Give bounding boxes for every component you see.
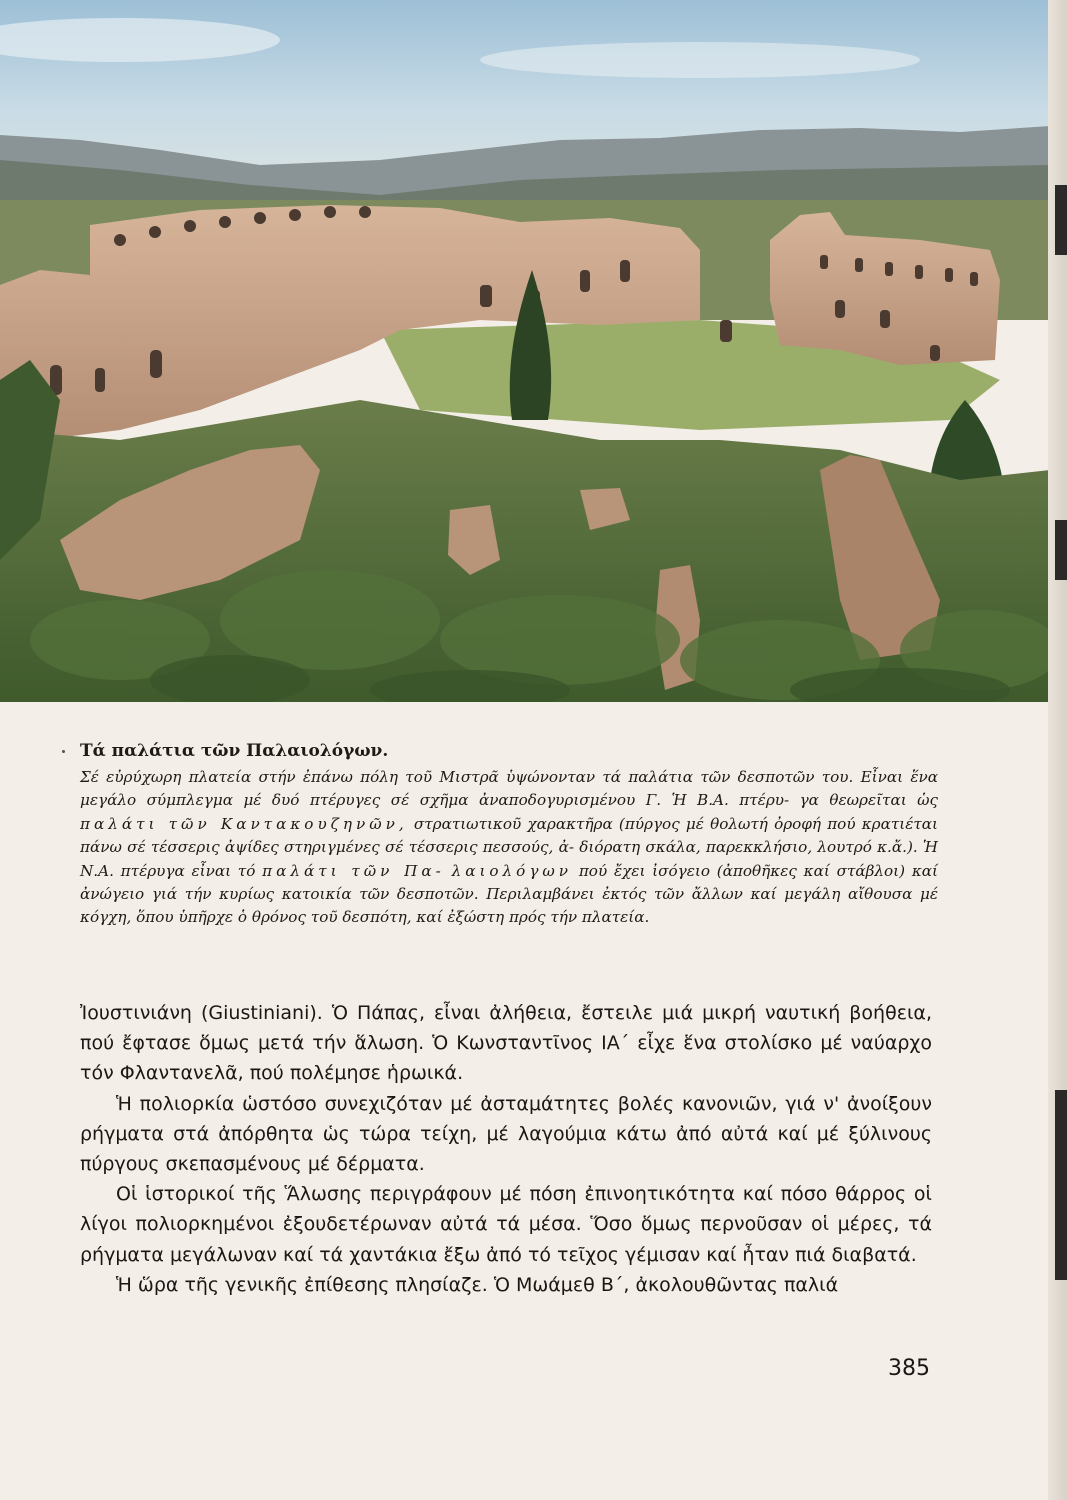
caption-spaced-name: λαιολόγων: [451, 861, 573, 880]
caption-spaced-name: παλάτι τῶν Πα-: [262, 861, 445, 880]
paragraph: Ἰουστινιάνη (Giustiniani). Ὁ Πάπας, εἶναι ἀλήθεια, ἔστειλε μιά μικρή ναυτική βοήθεια, πού ἔφτασε ὅμως μετά τήν ἅλωση. Ὁ Κωνσταντῖνος ΙΑ΄ εἶχε ἕνα στολίσκο μέ ναύαρχο τόν Φλαντανελᾶ, πού πολέμησε ἡρωικά.: [80, 1002, 932, 1085]
edge-shadow: [1055, 520, 1067, 580]
caption-line: γα θεωρεῖται ὡς: [799, 791, 938, 810]
landscape-photo-icon: [0, 0, 1050, 702]
paragraph: Ἡ ὥρα τῆς γενικῆς ἐπίθεσης πλησίαζε. Ὁ Μωάμεθ Β΄, ἀκολουθῶντας παλιά: [116, 1273, 839, 1296]
caption-line: Σέ εὐρύχωρη πλατεία στήν ἐπάνω πόλη τοῦ Μιστρᾶ ὑψώνονταν τά παλάτια τῶν δεσποτῶν του.: [80, 768, 854, 786]
paragraph: Ἡ πολιορκία ὡστόσο συνεχιζόταν μέ ἀσταμάτητες βολές κανονιῶν, γιά ν' ἀνοίξουν ρήγματα στά ἀπόρθητα ὡς τώρα τείχη, μέ λαγούμια κάτω ἀπό αὐτά καί μέ ξύλινους πύργους σκεπασμένους μέ δέρματα.: [80, 1092, 932, 1176]
edge-shadow: [1055, 185, 1067, 255]
caption-line: διόρατη σκάλα, παρεκκλήσιο, λουτρό κ.ἄ.). Ἡ Ν.Α. πτέρυγα εἶναι τό: [80, 838, 938, 880]
caption-line: πού ἔχει ἰσόγειο (ἀποθῆκες καί στάβλοι) καί ἀνώγειο γιά τήν κυρίως κατοικία τῶν: [80, 861, 938, 904]
caption-body: [80, 766, 938, 930]
page-number: 385: [888, 1356, 930, 1381]
caption-line: Εἶναι ἕνα μεγάλο σύμπλεγμα μέ δυό πτέρυγες σέ σχῆμα ἀναποδογυρισμένου Γ. Ἡ Β.Α. πτέρυ-: [80, 768, 938, 810]
caption-spaced-name: παλάτι τῶν Καντακουζηνῶν,: [80, 814, 408, 833]
print-mark: [62, 750, 65, 753]
caption-line: δεσποτῶν. Περιλαμβάνει ἐκτός τῶν ἄλλων καί μεγάλη αἴθουσα μέ κόγχη, ὅπου ὑπῆρχε ὁ θρόνος τοῦ: [80, 885, 938, 927]
caption-title: Τά παλάτια τῶν Παλαιολόγων.: [80, 741, 389, 761]
photo-caption: [80, 740, 938, 930]
caption-line: μέ θολωτή ὀροφή πού κρατιέται πάνω σέ τέσσερις ἀψίδες στηριγμένες σέ τέσσερις πεσσούς, ἀ-: [80, 814, 938, 857]
edge-shadow: [1055, 1090, 1067, 1280]
caption-line: δεσπότη, καί ἐξώστη πρός τήν πλατεία.: [342, 908, 650, 927]
caption-line: στρατιωτικοῦ χαρακτῆρα (πύργος: [413, 814, 680, 833]
body-text: [80, 998, 932, 1300]
palace-ruins-photo: [0, 0, 1050, 702]
paragraph: Οἱ ἱστορικοί τῆς Ἅλωσης περιγράφουν μέ πόση ἐπινοητικότητα καί πόσο θάρρος οἱ λίγοι πολιορκημένοι ἐξουδετέρωναν αὐτά τά μέσα. Ὅσο ὅμως περνοῦσαν οἱ μέρες, τά ρήγματα μεγάλωναν καί τά χαντάκια ἔξω ἀπό τό τεῖχος γέμισαν καί ἦταν πιά διαβατά.: [80, 1183, 932, 1266]
